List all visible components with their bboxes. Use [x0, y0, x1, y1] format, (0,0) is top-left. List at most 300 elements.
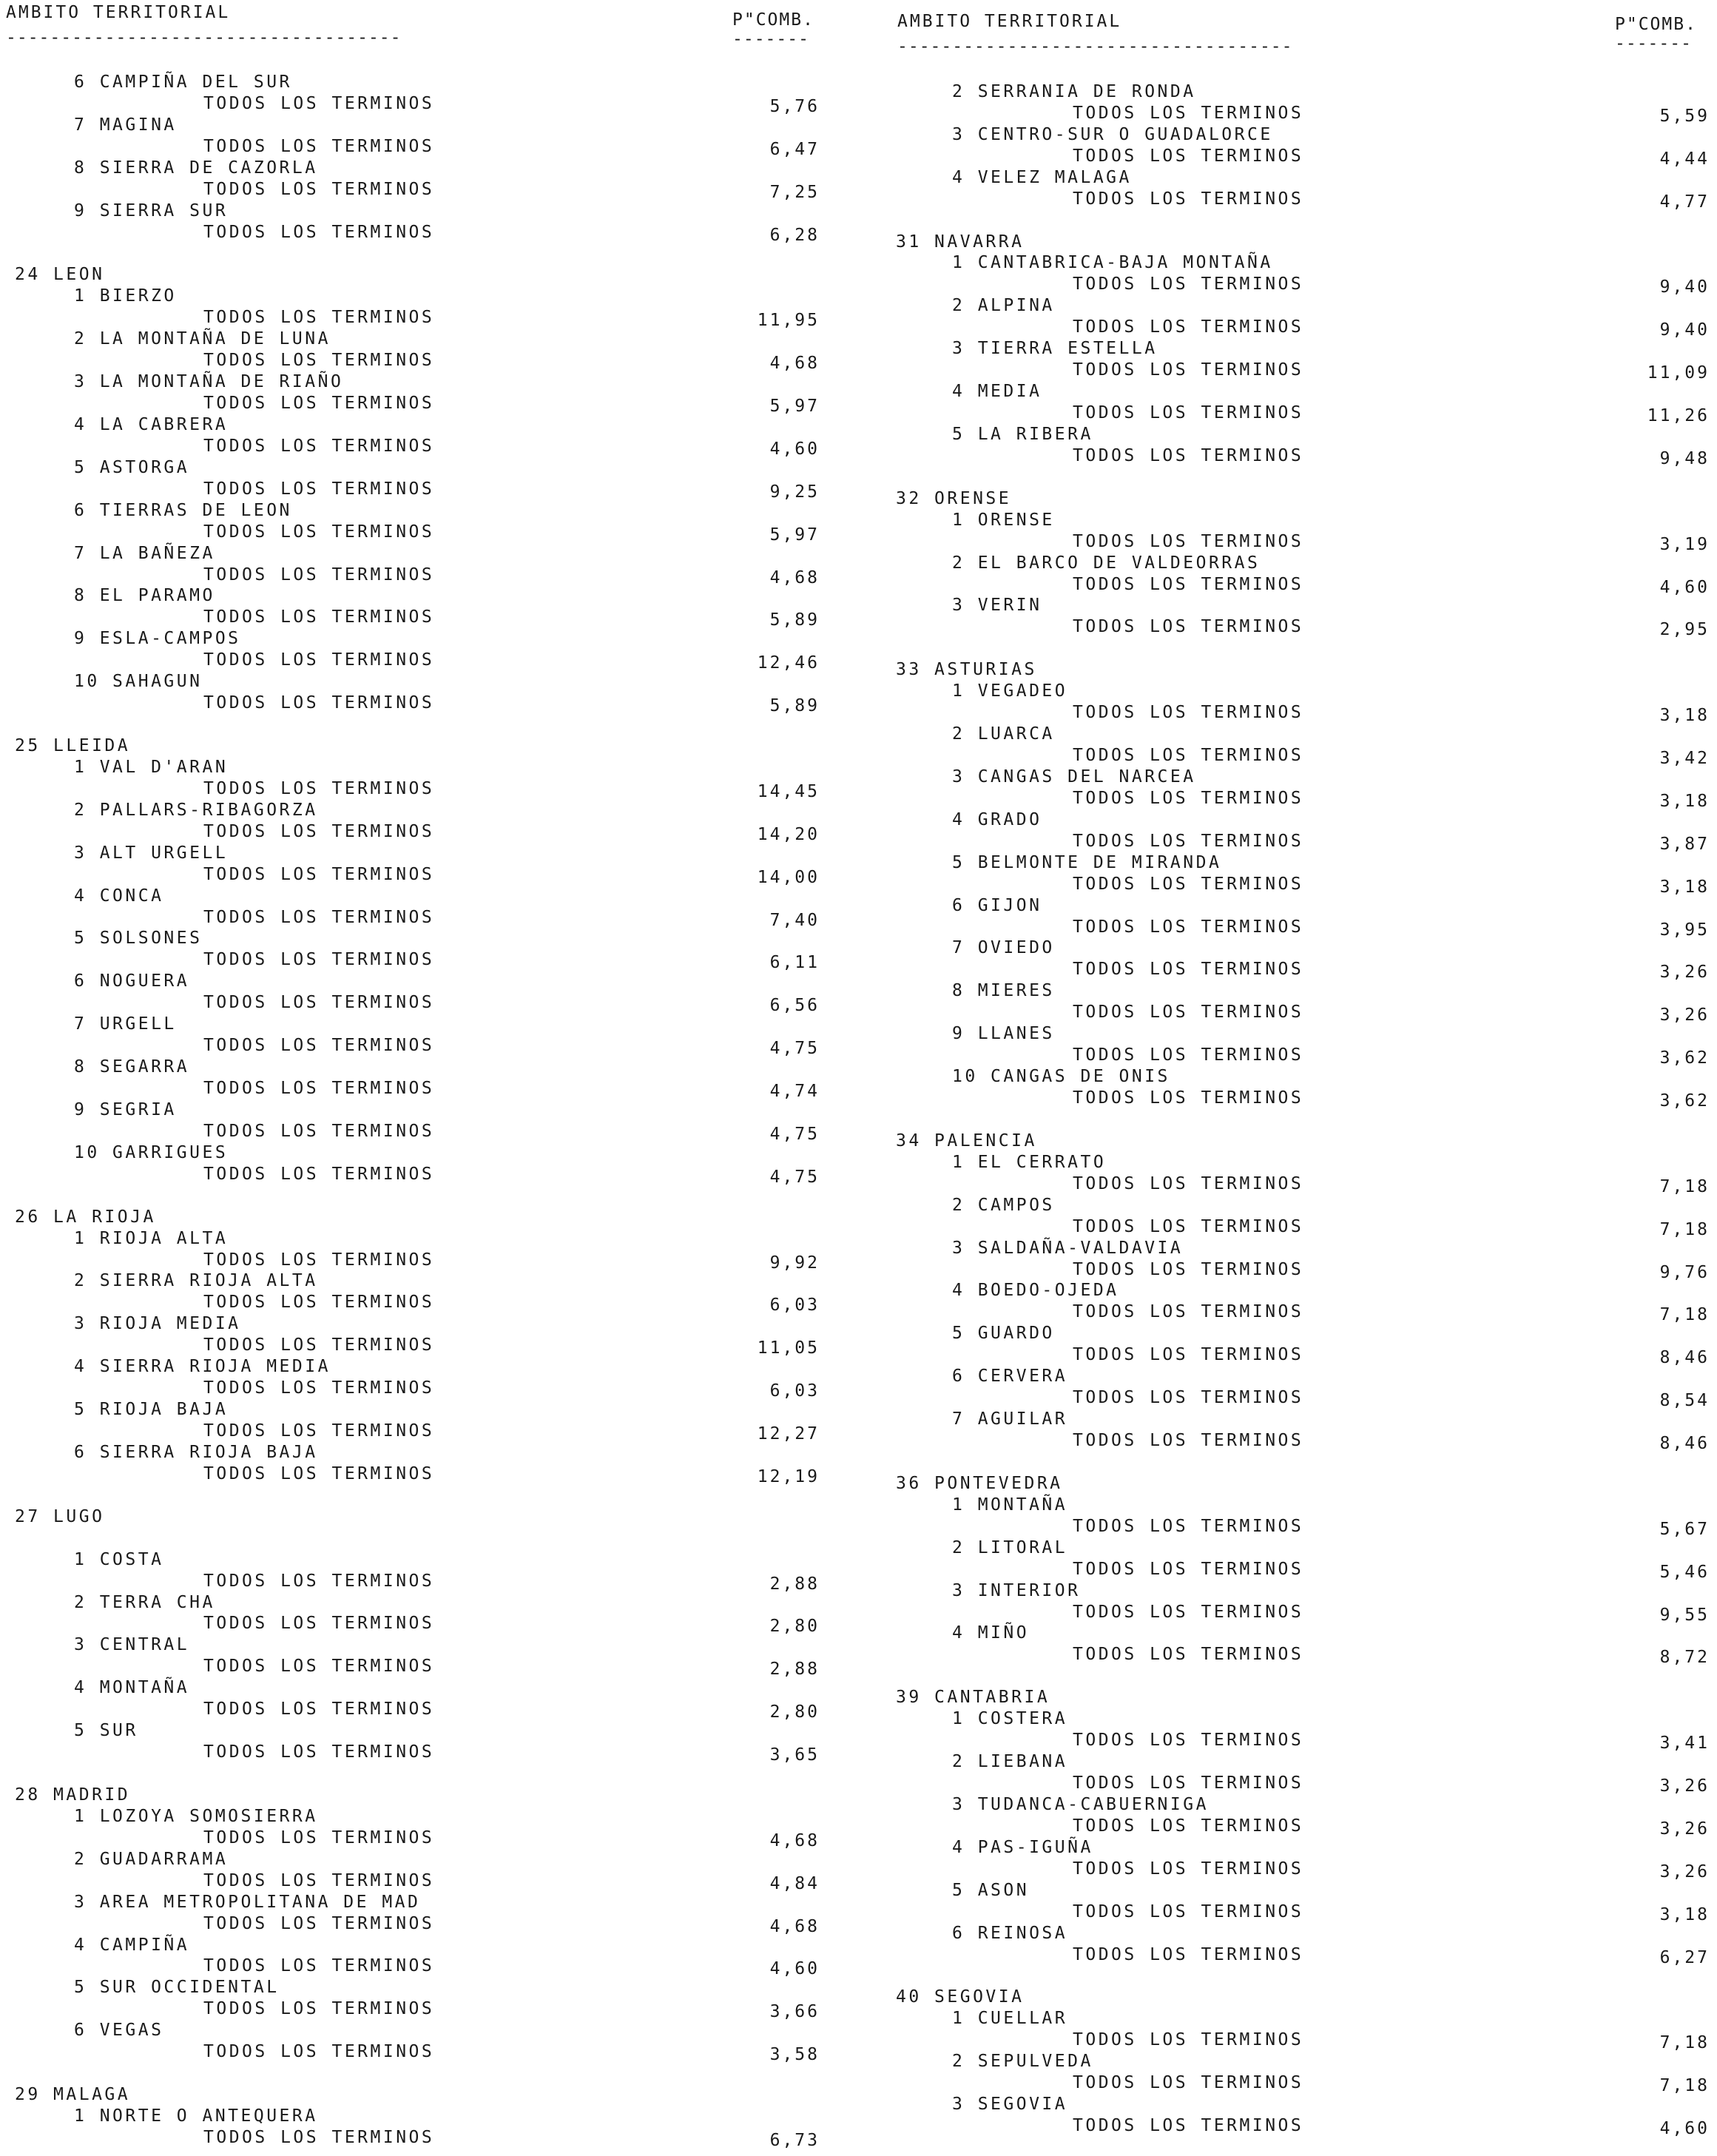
terminos-label: TODOS LOS TERMINOS [203, 136, 435, 156]
comarca-row [0, 457, 858, 479]
pcomb-heading: P"COMB. [732, 10, 814, 30]
comarca-row [0, 158, 858, 179]
comarca-row [0, 1720, 858, 1742]
pcomb-underline: ------- [732, 30, 809, 49]
comarca-row [0, 1442, 858, 1463]
terminos-label: TODOS LOS TERMINOS [203, 821, 435, 841]
terminos-row [0, 650, 858, 671]
comarca-label: 8 MIERES [952, 981, 1055, 1001]
province-label: 32 ORENSE [896, 488, 1012, 508]
terminos-row [0, 907, 858, 929]
terminos-label: TODOS LOS TERMINOS [1073, 1388, 1304, 1408]
spacer [0, 714, 858, 735]
column-header [0, 0, 858, 55]
pcomb-value: 4,68 [769, 354, 820, 374]
comarca-row [891, 167, 1717, 189]
comarca-label: 3 SEGOVIA [952, 2095, 1068, 2115]
pcomb-value: 4,75 [769, 1124, 820, 1144]
pcomb-value: 2,88 [769, 1660, 820, 1680]
pcomb-value: 9,40 [1659, 320, 1710, 340]
comarca-row [891, 767, 1717, 788]
comarca-label: 2 LA MONTAÑA DE LUNA [74, 329, 331, 349]
terminos-row [0, 1742, 858, 1763]
comarca-label: 1 NORTE O ANTEQUERA [74, 2106, 318, 2126]
comarca-label: 3 AREA METROPOLITANA DE MAD [74, 1892, 421, 1912]
comarca-label: 2 SERRANIA DE RONDA [952, 81, 1196, 101]
spacer [891, 1452, 1717, 1473]
terminos-label: TODOS LOS TERMINOS [1073, 1302, 1304, 1322]
comarca-label: 3 CENTRO-SUR O GUADALORCE [952, 124, 1273, 144]
terminos-label: TODOS LOS TERMINOS [1073, 103, 1304, 123]
comarca-label: 4 BOEDO-OJEDA [952, 1281, 1119, 1301]
comarca-row [0, 1592, 858, 1614]
terminos-label: TODOS LOS TERMINOS [1073, 1602, 1304, 1622]
comarca-label: 3 TUDANCA-CABUERNIGA [952, 1794, 1209, 1814]
terminos-label: TODOS LOS TERMINOS [1073, 1944, 1304, 1964]
comarca-label: 5 BELMONTE DE MIRANDA [952, 852, 1222, 872]
pcomb-value: 3,66 [769, 2002, 820, 2022]
pcomb-value: 7,18 [1659, 2033, 1710, 2053]
terminos-row [891, 1301, 1717, 1323]
pcomb-value: 11,09 [1647, 363, 1710, 383]
comarca-row [891, 1366, 1717, 1387]
terminos-row [0, 864, 858, 886]
comarca-row [0, 1313, 858, 1335]
comarca-row [0, 1014, 858, 1035]
pcomb-value: 3,87 [1659, 834, 1710, 854]
comarca-label: 4 SIERRA RIOJA MEDIA [74, 1357, 331, 1377]
terminos-row [0, 949, 858, 971]
pcomb-value: 11,05 [757, 1338, 820, 1358]
terminos-row [0, 393, 858, 414]
pcomb-value: 4,68 [769, 1916, 820, 1936]
terminos-row [891, 2029, 1717, 2051]
right-rows [891, 60, 1717, 2137]
pcomb-value: 3,19 [1659, 534, 1710, 554]
terminos-label: TODOS LOS TERMINOS [1073, 1088, 1304, 1108]
pcomb-value: 12,19 [757, 1466, 820, 1486]
comarca-label: 10 CANGAS DE ONIS [952, 1067, 1170, 1087]
comarca-label: 7 AGUILAR [952, 1409, 1068, 1429]
terminos-label: TODOS LOS TERMINOS [1073, 531, 1304, 551]
pcomb-value: 4,84 [769, 1873, 820, 1893]
terminos-label: TODOS LOS TERMINOS [203, 93, 435, 113]
province-heading [891, 1687, 1717, 1708]
ambito-territorial-heading: AMBITO TERRITORIAL [897, 12, 1122, 31]
ambito-territorial-heading: AMBITO TERRITORIAL [6, 3, 231, 22]
comarca-row [891, 1152, 1717, 1173]
comarca-label: 5 SOLSONES [74, 929, 203, 949]
comarca-label: 1 VEGADEO [952, 681, 1068, 701]
comarca-label: 4 VELEZ MALAGA [952, 167, 1132, 187]
pcomb-value: 5,89 [769, 696, 820, 716]
comarca-label: 6 GIJON [952, 895, 1042, 915]
comarca-row [0, 1356, 858, 1378]
comarca-label: 3 CANGAS DEL NARCEA [952, 767, 1196, 786]
terminos-row [0, 693, 858, 714]
comarca-row [0, 1549, 858, 1571]
comarca-row [0, 1099, 858, 1121]
comarca-row [0, 1935, 858, 1956]
pcomb-value: 5,97 [769, 525, 820, 545]
terminos-label: TODOS LOS TERMINOS [203, 1036, 435, 1056]
column-header [891, 0, 1717, 55]
terminos-label: TODOS LOS TERMINOS [203, 778, 435, 798]
comarca-label: 1 ORENSE [952, 510, 1055, 530]
comarca-label: 4 CAMPIÑA [74, 1935, 190, 1955]
pcomb-value: 3,62 [1659, 1091, 1710, 1111]
comarca-label: 5 ASTORGA [74, 457, 190, 477]
comarca-label: 10 GARRIGUES [74, 1142, 229, 1162]
terminos-label: TODOS LOS TERMINOS [1073, 1003, 1304, 1023]
comarca-row [0, 414, 858, 436]
pcomb-value: 7,18 [1659, 1176, 1710, 1196]
terminos-label: TODOS LOS TERMINOS [203, 1913, 435, 1933]
comarca-label: 2 LIEBANA [952, 1752, 1068, 1772]
terminos-row [0, 1913, 858, 1935]
terminos-row [0, 1421, 858, 1442]
comarca-label: 6 CAMPIÑA DEL SUR [74, 72, 292, 92]
comarca-label: 7 LA BAÑEZA [74, 543, 215, 563]
spacer [0, 1763, 858, 1785]
comarca-row [891, 1880, 1717, 1901]
province-heading [891, 1987, 1717, 2008]
terminos-row [0, 1571, 858, 1592]
terminos-label: TODOS LOS TERMINOS [203, 222, 435, 242]
pcomb-value: 6,28 [769, 225, 820, 245]
comarca-label: 2 LITORAL [952, 1537, 1068, 1557]
province-label: 31 NAVARRA [896, 232, 1025, 252]
comarca-label: 4 PAS-IGUÑA [952, 1837, 1093, 1857]
province-label: 36 PONTEVEDRA [896, 1473, 1063, 1493]
pcomb-value: 14,20 [757, 824, 820, 844]
comarca-label: 2 ALPINA [952, 296, 1055, 316]
pcomb-value: 14,00 [757, 867, 820, 887]
terminos-label: TODOS LOS TERMINOS [1073, 1045, 1304, 1065]
comarca-row [891, 381, 1717, 402]
pcomb-value: 4,75 [769, 1039, 820, 1059]
terminos-label: TODOS LOS TERMINOS [1073, 2030, 1304, 2050]
terminos-row [891, 103, 1717, 124]
comarca-row [891, 937, 1717, 959]
terminos-row [891, 831, 1717, 852]
terminos-row [891, 1944, 1717, 1966]
terminos-label: TODOS LOS TERMINOS [1073, 1859, 1304, 1879]
pcomb-value: 7,40 [769, 910, 820, 930]
comarca-row [0, 543, 858, 565]
terminos-label: TODOS LOS TERMINOS [1073, 1645, 1304, 1665]
comarca-row [891, 1537, 1717, 1559]
pcomb-value: 5,76 [769, 96, 820, 116]
comarca-row [0, 1634, 858, 1656]
pcomb-value: 3,41 [1659, 1734, 1710, 1754]
left-rows [0, 50, 858, 2149]
pcomb-value: 3,62 [1659, 1048, 1710, 1068]
pcomb-value: 12,46 [757, 653, 820, 673]
pcomb-value: 4,77 [1659, 192, 1710, 212]
pcomb-value: 9,92 [769, 1253, 820, 1273]
spacer [0, 243, 858, 264]
province-heading [0, 264, 858, 286]
pcomb-value: 3,42 [1659, 749, 1710, 768]
terminos-label: TODOS LOS TERMINOS [203, 1657, 435, 1677]
terminos-label: TODOS LOS TERMINOS [203, 2042, 435, 2062]
comarca-row [891, 1409, 1717, 1430]
terminos-row [0, 565, 858, 586]
terminos-row [0, 1121, 858, 1142]
pcomb-value: 3,95 [1659, 920, 1710, 940]
comarca-label: 1 CUELLAR [952, 2009, 1068, 2029]
terminos-label: TODOS LOS TERMINOS [203, 1827, 435, 1847]
comarca-label: 8 SIERRA DE CAZORLA [74, 158, 318, 178]
terminos-label: TODOS LOS TERMINOS [203, 1335, 435, 1355]
terminos-row [891, 1344, 1717, 1366]
spacer [891, 467, 1717, 488]
terminos-label: TODOS LOS TERMINOS [203, 1956, 435, 1976]
comarca-label: 1 COSTERA [952, 1709, 1068, 1729]
pcomb-value: 4,44 [1659, 149, 1710, 169]
terminos-label: TODOS LOS TERMINOS [203, 436, 435, 456]
pcomb-value: 8,46 [1659, 1434, 1710, 1453]
terminos-row [0, 307, 858, 329]
comarca-label: 1 VAL D'ARAN [74, 757, 229, 777]
province-label: 29 MALAGA [15, 2085, 131, 2105]
terminos-row [891, 574, 1717, 596]
pcomb-value: 9,25 [769, 482, 820, 502]
terminos-label: TODOS LOS TERMINOS [1073, 274, 1304, 294]
comarca-row [0, 1142, 858, 1164]
province-heading [891, 488, 1717, 510]
comarca-label: 8 EL PARAMO [74, 586, 215, 606]
terminos-row [0, 607, 858, 628]
comarca-label: 4 GRADO [952, 809, 1042, 829]
comarca-label: 9 LLANES [952, 1024, 1055, 1044]
spacer [891, 1109, 1717, 1131]
comarca-label: 2 EL BARCO DE VALDEORRAS [952, 553, 1261, 573]
comarca-label: 3 TIERRA ESTELLA [952, 339, 1158, 359]
terminos-row [0, 1613, 858, 1637]
comarca-row [891, 852, 1717, 874]
pcomb-value: 3,58 [769, 2045, 820, 2065]
terminos-row [891, 1259, 1717, 1281]
terminos-label: TODOS LOS TERMINOS [203, 394, 435, 413]
comarca-row [0, 1977, 858, 1998]
terminos-label: TODOS LOS TERMINOS [203, 607, 435, 627]
pcomb-value: 3,18 [1659, 791, 1710, 811]
terminos-label: TODOS LOS TERMINOS [1073, 189, 1304, 209]
comarca-label: 3 LA MONTAÑA DE RIAÑO [74, 372, 344, 392]
terminos-label: TODOS LOS TERMINOS [1073, 2073, 1304, 2093]
comarca-row [891, 338, 1717, 360]
comarca-row [0, 628, 858, 650]
terminos-label: TODOS LOS TERMINOS [1073, 1731, 1304, 1751]
pcomb-value: 7,18 [1659, 2076, 1710, 2096]
terminos-label: TODOS LOS TERMINOS [1073, 1901, 1304, 1921]
comarca-row [891, 252, 1717, 274]
comarca-row [0, 329, 858, 350]
comarca-row [0, 72, 858, 93]
terminos-row [891, 1559, 1717, 1580]
pcomb-value: 8,54 [1659, 1391, 1710, 1411]
spacer [891, 60, 1717, 81]
terminos-row [0, 2127, 858, 2149]
comarca-row [891, 1323, 1717, 1344]
pcomb-value: 3,26 [1659, 1819, 1710, 1839]
terminos-row [0, 1292, 858, 1316]
comarca-row [0, 115, 858, 136]
terminos-label: TODOS LOS TERMINOS [203, 1079, 435, 1098]
spacer [0, 1528, 858, 1549]
comarca-label: 3 VERIN [952, 596, 1042, 616]
comarca-label: 1 LOZOYA SOMOSIERRA [74, 1806, 318, 1826]
comarca-row [891, 295, 1717, 317]
comarca-label: 3 ALT URGELL [74, 843, 229, 863]
terminos-row [891, 317, 1717, 338]
comarca-row [891, 1066, 1717, 1088]
comarca-row [891, 510, 1717, 531]
terminos-row [0, 1463, 858, 1485]
pcomb-heading: P"COMB. [1615, 15, 1697, 34]
comarca-label: 5 SUR [74, 1721, 138, 1741]
terminos-row [891, 959, 1717, 983]
terminos-row [891, 1002, 1717, 1023]
comarca-row [0, 201, 858, 222]
comarca-label: 2 TERRA CHA [74, 1592, 215, 1612]
terminos-label: TODOS LOS TERMINOS [1073, 445, 1304, 465]
terminos-label: TODOS LOS TERMINOS [203, 479, 435, 499]
pcomb-value: 4,74 [769, 1082, 820, 1101]
pcomb-value: 5,46 [1659, 1562, 1710, 1582]
terminos-row [0, 821, 858, 843]
terminos-row [891, 917, 1717, 938]
comarca-row [891, 1923, 1717, 1944]
comarca-row [891, 1708, 1717, 1730]
pcomb-value: 6,47 [769, 139, 820, 159]
terminos-row [0, 93, 858, 115]
comarca-label: 1 COSTA [74, 1549, 164, 1569]
terminos-label: TODOS LOS TERMINOS [1073, 746, 1304, 765]
terminos-label: TODOS LOS TERMINOS [203, 1378, 435, 1398]
pcomb-underline: ------- [1615, 34, 1692, 53]
terminos-row [891, 146, 1717, 167]
pcomb-value: 3,18 [1659, 706, 1710, 726]
terminos-label: TODOS LOS TERMINOS [203, 650, 435, 670]
pcomb-value: 6,11 [769, 953, 820, 973]
comarca-row [0, 800, 858, 821]
terminos-label: TODOS LOS TERMINOS [203, 1164, 435, 1184]
terminos-row [0, 479, 858, 500]
terminos-label: TODOS LOS TERMINOS [1073, 317, 1304, 337]
pcomb-value: 8,72 [1659, 1648, 1710, 1668]
terminos-label: TODOS LOS TERMINOS [1073, 1516, 1304, 1536]
terminos-label: TODOS LOS TERMINOS [1073, 1345, 1304, 1365]
comarca-label: 6 VEGAS [74, 2021, 164, 2041]
terminos-label: TODOS LOS TERMINOS [203, 1870, 435, 1890]
terminos-row [891, 189, 1717, 210]
comarca-label: 3 RIOJA MEDIA [74, 1314, 241, 1334]
comarca-row [891, 1623, 1717, 1644]
terminos-row [891, 1730, 1717, 1754]
terminos-row [0, 778, 858, 800]
pcomb-value: 4,60 [1659, 577, 1710, 597]
comarca-row [0, 757, 858, 778]
pcomb-value: 9,40 [1659, 277, 1710, 297]
terminos-label: TODOS LOS TERMINOS [203, 993, 435, 1013]
comarca-row [891, 1280, 1717, 1301]
terminos-row [0, 136, 858, 158]
terminos-label: TODOS LOS TERMINOS [1073, 146, 1304, 166]
pcomb-value: 5,59 [1659, 106, 1710, 126]
terminos-row [891, 788, 1717, 809]
comarca-label: 1 RIOJA ALTA [74, 1228, 229, 1248]
province-heading [891, 1473, 1717, 1495]
pcomb-value: 11,26 [1647, 406, 1710, 425]
terminos-label: TODOS LOS TERMINOS [1073, 703, 1304, 723]
province-heading [0, 735, 858, 757]
province-heading [0, 2084, 858, 2106]
terminos-row [891, 2115, 1717, 2137]
pcomb-value: 4,60 [1659, 2119, 1710, 2138]
pcomb-value: 3,18 [1659, 1904, 1710, 1924]
terminos-row [0, 1335, 858, 1356]
comarca-label: 2 LUARCA [952, 724, 1055, 744]
terminos-label: TODOS LOS TERMINOS [203, 1742, 435, 1762]
terminos-row [891, 1216, 1717, 1238]
terminos-label: TODOS LOS TERMINOS [203, 1250, 435, 1270]
terminos-label: TODOS LOS TERMINOS [1073, 403, 1304, 422]
pcomb-value: 6,73 [769, 2130, 820, 2150]
terminos-label: TODOS LOS TERMINOS [203, 2127, 435, 2147]
comarca-row [0, 2020, 858, 2041]
province-heading [891, 232, 1717, 253]
pcomb-value: 9,76 [1659, 1262, 1710, 1282]
comarca-row [891, 809, 1717, 831]
comarca-label: 5 SUR OCCIDENTAL [74, 1978, 280, 1998]
spacer [891, 1965, 1717, 1987]
comarca-label: 2 CAMPOS [952, 1195, 1055, 1215]
province-label: 24 LEON [15, 265, 105, 285]
pcomb-value: 7,25 [769, 182, 820, 202]
terminos-label: TODOS LOS TERMINOS [1073, 1816, 1304, 1836]
comarca-row [0, 371, 858, 393]
pcomb-value: 7,18 [1659, 1305, 1710, 1325]
terminos-label: TODOS LOS TERMINOS [203, 1463, 435, 1483]
terminos-row [891, 2072, 1717, 2094]
comarca-row [0, 1057, 858, 1078]
terminos-label: TODOS LOS TERMINOS [1073, 574, 1304, 594]
terminos-row [0, 1827, 858, 1849]
terminos-label: TODOS LOS TERMINOS [203, 1999, 435, 2019]
comarca-row [0, 1677, 858, 1699]
terminos-row [891, 1173, 1717, 1195]
terminos-row [0, 1998, 858, 2020]
comarca-label: 5 LA RIBERA [952, 424, 1093, 444]
comarca-row [891, 1751, 1717, 1773]
terminos-label: TODOS LOS TERMINOS [203, 864, 435, 884]
comarca-label: 7 MAGINA [74, 115, 177, 135]
province-label: 33 ASTURIAS [896, 660, 1037, 680]
comarca-row [891, 2094, 1717, 2115]
comarca-row [891, 1023, 1717, 1045]
comarca-row [891, 1238, 1717, 1259]
comarca-row [0, 928, 858, 949]
terminos-row [891, 745, 1717, 767]
terminos-row [891, 874, 1717, 895]
terminos-row [891, 402, 1717, 424]
terminos-label: TODOS LOS TERMINOS [1073, 788, 1304, 808]
heading-underline: ------------------------------------ [6, 28, 402, 47]
terminos-label: TODOS LOS TERMINOS [203, 179, 435, 199]
